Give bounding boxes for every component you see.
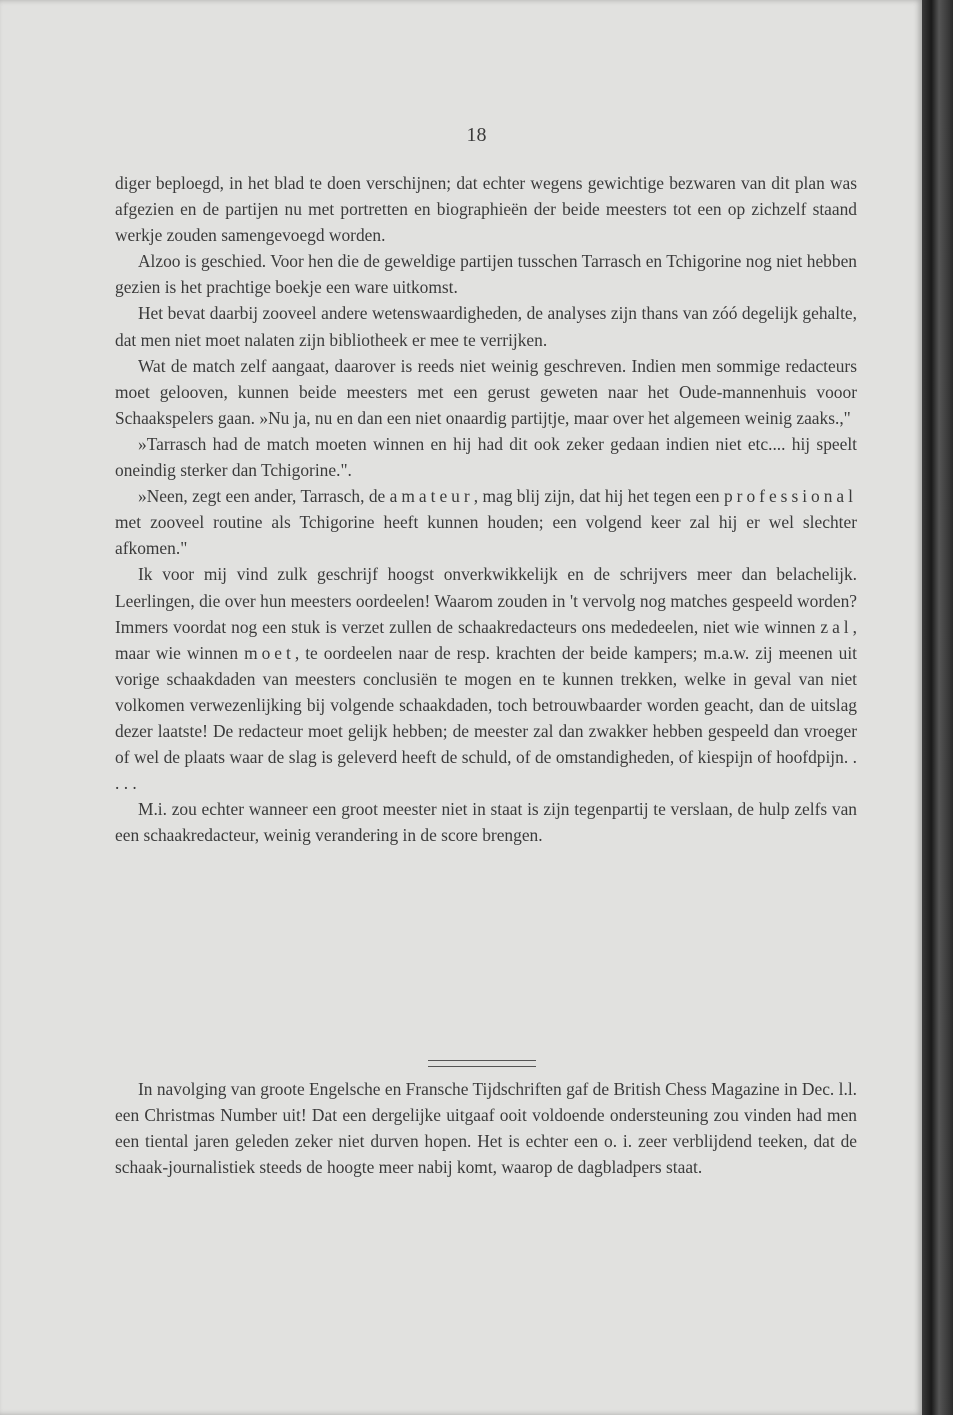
emph-zal: zal [820,616,853,637]
paragraph-8: M.i. zou echter wanneer een groot meester niet in staat is zijn tegenpartij te verslaan, de hulp zelfs van een schaakredacteur, weinig verandering in de score brengen. [115,799,857,846]
paragraph-1: diger beploegd, in het blad te doen verschijnen; dat echter wegens gewichtige bezwaren van dit plan was afgezien en de partijen nu met portretten en biographieën der beide meesters tot een op zichzelf staand werkje zouden samengevoegd worden. [115,173,857,246]
paragraph-3: Het bevat daarbij zooveel andere wetenswaardigheden, de analyses zijn thans van zóó degelijk gehalte, dat men niet moet nalaten zijn bibliotheek er mee te verrijken. [115,303,857,350]
paragraph-7: Ik voor mij vind zulk geschrijf hoogst onverkwikkelijk en de schrijvers meer dan belachelijk. Leerlingen, die over hun meesters oordeelen! Waarom zouden in 't vervolg nog matches gespeeld worden? Immers voordat nog een stuk is verzet zullen de schaakredacteurs ons mededeelen, niet wie winnen zal, maar wie winnen moet, te oordeelen naar de resp. krachten der beide kampers; m.a.w. zij meenen uit vorige schaakdaden van meesters conclusiën te mogen en te kunnen trekken, welke in geval van niet volkomen verwezenlijking bij volgende schaakdaden, toch betrouwbaarder worden geacht, dan de uitslag dezer laatste! De redacteur moet gelijk hebben; de meester zal dan zwakker hebben gespeeld dan vroeger of wel de plaats waar de slag is geleverd heeft de schuld, of de omstandigheden, of kiespijn of hoofdpijn. . . . . [115,564,857,794]
main-text [115,170,857,848]
paragraph-4: Wat de match zelf aangaat, daarover is reeds niet weinig geschreven. Indien men sommige redacteurs moet gelooven, kunnen beide meesters met een gerust geweten naar het Oude-mannenhuis vooor Schaakspelers gaan. »Nu ja, nu en dan een niet onaardig partijtje, maar over het algemeen weinig zaaks.," [115,355,857,428]
paragraph-5: »Tarrasch had de match moeten winnen en hij had dit ook zeker gedaan indien niet etc.... hij speelt oneindig sterker dan Tchigorine.". [115,433,857,481]
page-number: 18 [466,124,487,146]
section-divider [428,1060,536,1067]
paragraph-6: »Neen, zegt een ander, Tarrasch, de amateur, mag blij zijn, dat hij het tegen een professional met zooveel routine als Tchigorine heeft kunnen houden; een volgend keer zal hij er wel slechter afkomen." [115,486,857,559]
paragraph-2: Alzoo is geschied. Voor hen die de geweldige partijen tusschen Tarrasch en Tchigorine nog niet hebben gezien is het prachtige boekje een ware uitkomst. [115,251,857,298]
emph-amateur: amateur [389,486,474,507]
paragraph-9: In navolging van groote Engelsche en Fransche Tijdschriften gaf de British Chess Magazine in Dec. l.l. een Christmas Number uit! Dat een dergelijke uitgaaf ooit voldoende ondersteuning zou vinden had men een tiental jaren geleden zeker niet durven hopen. Het is echter een o. i. zeer verblijdend teeken, dat de schaak-journalistiek steeds de hoogte meer nabij komt, waarop de dagbladpers staat. [115,1079,857,1178]
page-edge-shadow [922,0,953,1415]
emph-moet: moet [244,642,295,663]
emph-professional: professional [723,486,857,507]
section-2-text [115,1076,857,1180]
